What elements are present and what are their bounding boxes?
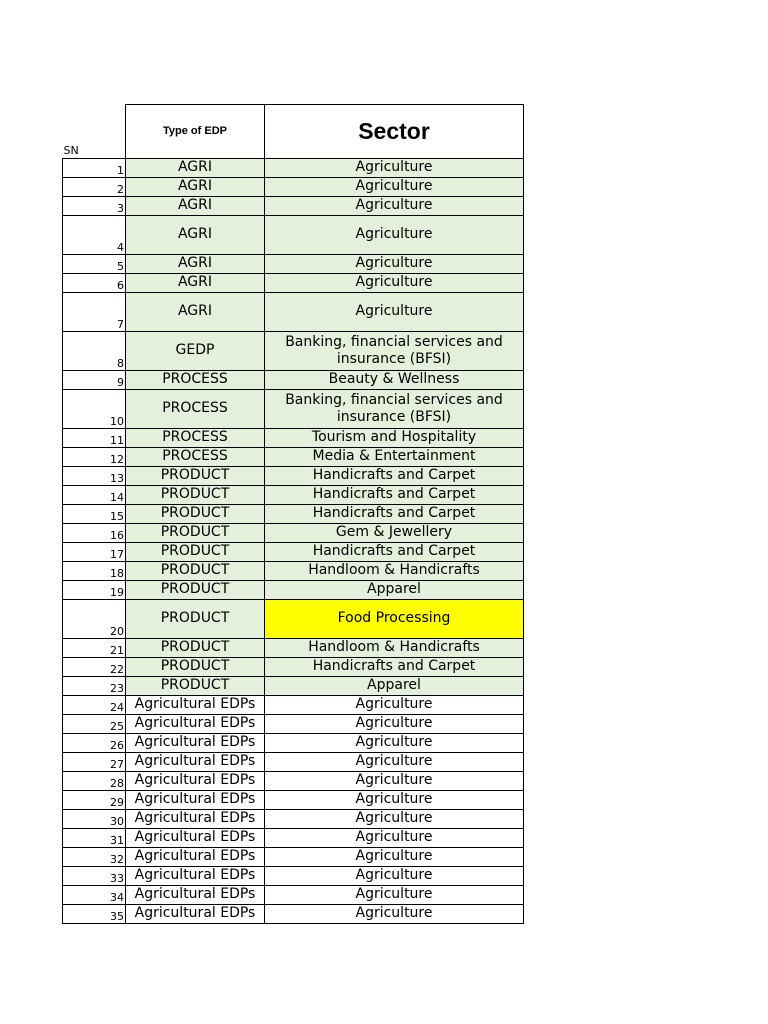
table-row (63, 599, 524, 638)
cell-type-of-edp[interactable]: Agricultural EDPs (126, 885, 265, 904)
cell-sector[interactable]: Handicrafts and Carpet (265, 657, 524, 676)
table-row (63, 657, 524, 676)
table-row (63, 561, 524, 580)
cell-type-of-edp[interactable]: AGRI (126, 196, 265, 215)
cell-sn[interactable]: 16 (63, 523, 126, 542)
cell-sector[interactable]: Handloom & Handicrafts (265, 638, 524, 657)
cell-sn[interactable]: 28 (63, 771, 126, 790)
cell-sn[interactable]: 34 (63, 885, 126, 904)
cell-sector[interactable]: Agriculture (265, 695, 524, 714)
header-sector[interactable]: Sector (265, 105, 524, 159)
cell-type-of-edp[interactable]: Agricultural EDPs (126, 904, 265, 923)
cell-sector[interactable]: Agriculture (265, 733, 524, 752)
cell-sector[interactable]: Agriculture (265, 292, 524, 331)
cell-sn[interactable]: 22 (63, 657, 126, 676)
cell-type-of-edp[interactable]: Agricultural EDPs (126, 809, 265, 828)
cell-sn[interactable]: 4 (63, 215, 126, 254)
cell-type-of-edp[interactable]: AGRI (126, 292, 265, 331)
cell-sn[interactable]: 35 (63, 904, 126, 923)
cell-sector[interactable]: Agriculture (265, 196, 524, 215)
cell-sn[interactable]: 29 (63, 790, 126, 809)
cell-type-of-edp[interactable]: Agricultural EDPs (126, 847, 265, 866)
cell-sn[interactable]: 26 (63, 733, 126, 752)
cell-type-of-edp[interactable]: PROCESS (126, 389, 265, 428)
table-row (63, 523, 524, 542)
cell-sn[interactable]: 17 (63, 542, 126, 561)
cell-sector[interactable]: Agriculture (265, 158, 524, 177)
header-sn[interactable]: SN (63, 105, 126, 159)
table-row (63, 714, 524, 733)
table-row (63, 866, 524, 885)
table-row (63, 695, 524, 714)
cell-sector[interactable]: Handicrafts and Carpet (265, 466, 524, 485)
cell-sn[interactable]: 2 (63, 177, 126, 196)
cell-sn[interactable]: 33 (63, 866, 126, 885)
table-row (63, 428, 524, 447)
table-row (63, 580, 524, 599)
cell-sn[interactable]: 9 (63, 370, 126, 389)
cell-sn[interactable]: 30 (63, 809, 126, 828)
cell-sn[interactable]: 27 (63, 752, 126, 771)
cell-sn[interactable]: 20 (63, 599, 126, 638)
cell-sector[interactable]: Agriculture (265, 254, 524, 273)
cell-type-of-edp[interactable]: PRODUCT (126, 599, 265, 638)
cell-type-of-edp[interactable]: PROCESS (126, 370, 265, 389)
cell-type-of-edp[interactable]: AGRI (126, 158, 265, 177)
table-row (63, 196, 524, 215)
cell-type-of-edp[interactable]: Agricultural EDPs (126, 866, 265, 885)
cell-sector[interactable]: Banking, financial services and insurance (BFSI) (265, 389, 524, 428)
cell-sn[interactable]: 23 (63, 676, 126, 695)
cell-sn[interactable]: 14 (63, 485, 126, 504)
cell-type-of-edp[interactable]: PRODUCT (126, 485, 265, 504)
cell-sn[interactable]: 18 (63, 561, 126, 580)
table-row (63, 542, 524, 561)
cell-type-of-edp[interactable]: PRODUCT (126, 504, 265, 523)
cell-type-of-edp[interactable]: AGRI (126, 273, 265, 292)
table-row (63, 215, 524, 254)
cell-sector[interactable]: Banking, financial services and insurance (BFSI) (265, 331, 524, 370)
cell-sector[interactable]: Media & Entertainment (265, 447, 524, 466)
cell-type-of-edp[interactable]: PRODUCT (126, 676, 265, 695)
cell-sn[interactable]: 11 (63, 428, 126, 447)
table-row (63, 254, 524, 273)
cell-type-of-edp[interactable]: AGRI (126, 177, 265, 196)
cell-sn[interactable]: 31 (63, 828, 126, 847)
cell-sn[interactable]: 10 (63, 389, 126, 428)
cell-sn[interactable]: 6 (63, 273, 126, 292)
table-row (63, 273, 524, 292)
table-row (63, 752, 524, 771)
cell-type-of-edp[interactable]: Agricultural EDPs (126, 695, 265, 714)
cell-type-of-edp[interactable]: Agricultural EDPs (126, 790, 265, 809)
table-row (63, 370, 524, 389)
cell-type-of-edp[interactable]: Agricultural EDPs (126, 752, 265, 771)
cell-sector[interactable]: Gem & Jewellery (265, 523, 524, 542)
table-row (63, 809, 524, 828)
cell-type-of-edp[interactable]: PRODUCT (126, 657, 265, 676)
cell-sn[interactable]: 13 (63, 466, 126, 485)
table-row (63, 466, 524, 485)
cell-sector[interactable]: Tourism and Hospitality (265, 428, 524, 447)
table-row (63, 828, 524, 847)
table-row (63, 292, 524, 331)
cell-sector[interactable]: Agriculture (265, 790, 524, 809)
cell-type-of-edp[interactable]: PRODUCT (126, 523, 265, 542)
cell-sn[interactable]: 19 (63, 580, 126, 599)
cell-type-of-edp[interactable]: Agricultural EDPs (126, 714, 265, 733)
cell-sector[interactable]: Agriculture (265, 809, 524, 828)
cell-sector[interactable]: Handicrafts and Carpet (265, 542, 524, 561)
cell-sn[interactable]: 5 (63, 254, 126, 273)
table-row (63, 847, 524, 866)
cell-type-of-edp[interactable]: PRODUCT (126, 638, 265, 657)
cell-sector[interactable]: Agriculture (265, 847, 524, 866)
cell-sn[interactable]: 15 (63, 504, 126, 523)
cell-sn[interactable]: 1 (63, 158, 126, 177)
edp-sector-table (62, 104, 524, 924)
cell-sector[interactable]: Agriculture (265, 215, 524, 254)
table-body (63, 105, 524, 924)
cell-sector[interactable]: Agriculture (265, 771, 524, 790)
cell-type-of-edp[interactable]: PRODUCT (126, 580, 265, 599)
cell-type-of-edp[interactable]: PROCESS (126, 428, 265, 447)
cell-sn[interactable]: 7 (63, 292, 126, 331)
cell-sector[interactable]: Handicrafts and Carpet (265, 504, 524, 523)
cell-sector[interactable]: Agriculture (265, 866, 524, 885)
cell-sn[interactable]: 8 (63, 331, 126, 370)
table-row (63, 771, 524, 790)
cell-sector[interactable]: Agriculture (265, 904, 524, 923)
cell-sector[interactable]: Beauty & Wellness (265, 370, 524, 389)
table-row (63, 904, 524, 923)
table-row (63, 676, 524, 695)
cell-sn[interactable]: 24 (63, 695, 126, 714)
cell-sn[interactable]: 25 (63, 714, 126, 733)
cell-sn[interactable]: 21 (63, 638, 126, 657)
cell-type-of-edp[interactable]: Agricultural EDPs (126, 828, 265, 847)
cell-type-of-edp[interactable]: Agricultural EDPs (126, 733, 265, 752)
cell-type-of-edp[interactable]: PRODUCT (126, 542, 265, 561)
cell-type-of-edp[interactable]: PRODUCT (126, 561, 265, 580)
cell-sector[interactable]: Apparel (265, 676, 524, 695)
table-row (63, 389, 524, 428)
table-row (63, 485, 524, 504)
cell-sector[interactable]: Agriculture (265, 752, 524, 771)
table-row (63, 331, 524, 370)
cell-type-of-edp[interactable]: Agricultural EDPs (126, 771, 265, 790)
cell-sector[interactable]: Food Processing (265, 599, 524, 638)
cell-sn[interactable]: 32 (63, 847, 126, 866)
table-row (63, 158, 524, 177)
table-row (63, 447, 524, 466)
cell-sector[interactable]: Handicrafts and Carpet (265, 485, 524, 504)
cell-sn[interactable]: 12 (63, 447, 126, 466)
cell-sector[interactable]: Handloom & Handicrafts (265, 561, 524, 580)
cell-sector[interactable]: Agriculture (265, 177, 524, 196)
cell-sector[interactable]: Apparel (265, 580, 524, 599)
cell-type-of-edp[interactable]: PROCESS (126, 447, 265, 466)
cell-type-of-edp[interactable]: GEDP (126, 331, 265, 370)
header-row (63, 105, 524, 159)
table-row (63, 790, 524, 809)
table-row (63, 177, 524, 196)
cell-sn[interactable]: 3 (63, 196, 126, 215)
cell-sector[interactable]: Agriculture (265, 885, 524, 904)
table-row (63, 885, 524, 904)
cell-type-of-edp[interactable]: PRODUCT (126, 466, 265, 485)
cell-type-of-edp[interactable]: AGRI (126, 254, 265, 273)
cell-sector[interactable]: Agriculture (265, 273, 524, 292)
cell-type-of-edp[interactable]: AGRI (126, 215, 265, 254)
table-row (63, 733, 524, 752)
cell-sector[interactable]: Agriculture (265, 714, 524, 733)
table-row (63, 638, 524, 657)
cell-sector[interactable]: Agriculture (265, 828, 524, 847)
table-row (63, 504, 524, 523)
header-type-of-edp[interactable]: Type of EDP (126, 105, 265, 159)
